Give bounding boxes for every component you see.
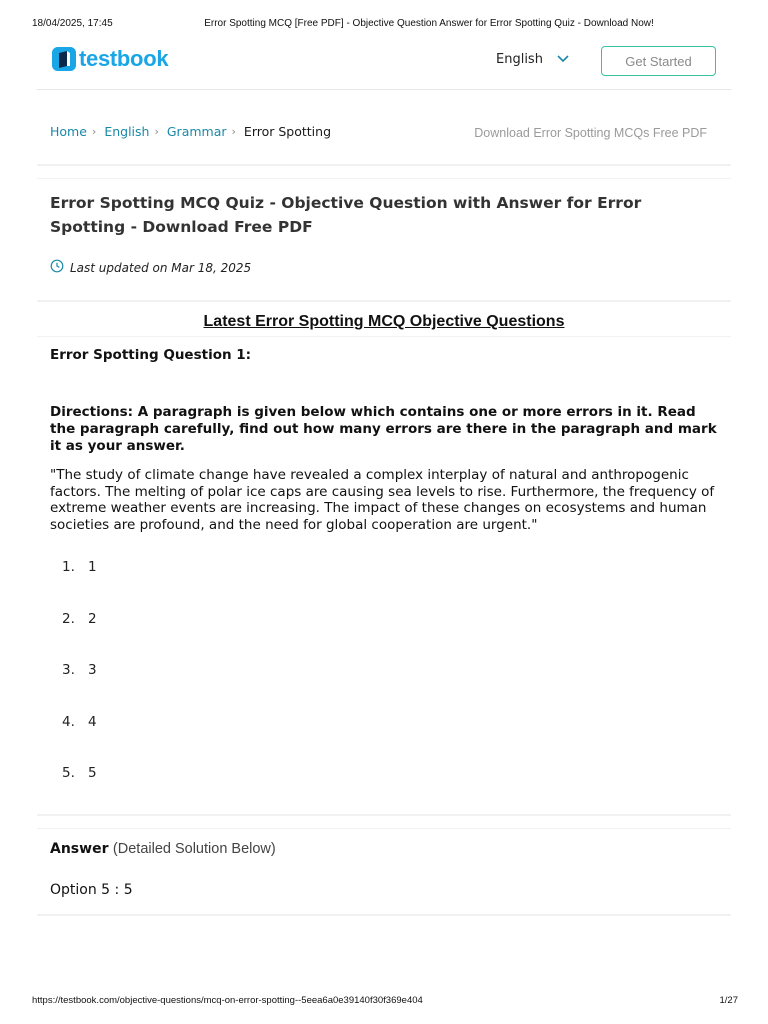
- detailed-solution-link[interactable]: (Detailed Solution Below): [112, 841, 276, 857]
- answer-line: [50, 841, 276, 857]
- option-text: 3: [88, 662, 97, 678]
- print-page-number: 1/27: [719, 995, 738, 1006]
- option-item[interactable]: [62, 559, 97, 611]
- answer-option: Option 5 : 5: [50, 882, 133, 898]
- last-updated-text: Last updated on Mar 18, 2025: [70, 260, 252, 275]
- chevron-right-icon: ›: [231, 125, 236, 138]
- answer-card: [37, 828, 731, 916]
- option-text: 2: [88, 610, 97, 627]
- download-pdf-link[interactable]: Download Error Spotting MCQs Free PDF: [474, 126, 707, 140]
- chevron-right-icon: ›: [91, 125, 97, 138]
- page-title: Error Spotting MCQ Quiz - Objective Question with Answer for Error Spotting - Download Free PDF: [50, 194, 642, 236]
- logo-text: testbook: [79, 46, 169, 71]
- option-item[interactable]: [62, 611, 97, 663]
- title-card: [37, 178, 731, 302]
- testbook-logo[interactable]: [52, 46, 168, 72]
- breadcrumb: [50, 124, 331, 139]
- print-datetime: 18/04/2025, 17:45: [32, 18, 113, 29]
- last-updated: [50, 259, 251, 276]
- clock-icon: [50, 259, 64, 276]
- language-label: English: [496, 52, 543, 67]
- breadcrumb-bar: [37, 112, 731, 166]
- option-number: 4.: [62, 713, 75, 730]
- section-heading: Latest Error Spotting MCQ Objective Questions: [203, 313, 565, 330]
- question-directions: Directions: A paragraph is given below which contains one or more errors in it. Read the paragraph carefully, find out how many errors are there in the paragraph and mark it as your answer.: [50, 404, 717, 454]
- site-header: [37, 44, 731, 90]
- option-item[interactable]: [62, 714, 97, 766]
- options-list: [62, 559, 97, 817]
- language-selector[interactable]: [496, 52, 569, 67]
- question-passage: "The study of climate change have revealed a complex interplay of natural and anthropogenic factors. The melting of polar ice caps are causing sea levels to rise. Furthermore, the frequency of extreme weather events are increasing. The impact of these changes on ecosystems and human societies are profound, and the need for global cooperation are urgent.": [50, 467, 715, 533]
- breadcrumb-grammar[interactable]: Grammar: [166, 124, 227, 139]
- get-started-button[interactable]: Get Started: [601, 46, 716, 76]
- breadcrumb-home[interactable]: Home: [50, 124, 87, 139]
- chevron-right-icon: ›: [154, 125, 159, 138]
- chevron-down-icon: [557, 52, 569, 67]
- option-number: 2.: [62, 610, 75, 627]
- option-text: 5: [88, 765, 97, 781]
- breadcrumb-english[interactable]: English: [104, 124, 150, 139]
- question-label: Error Spotting Question 1:: [50, 347, 252, 363]
- option-item[interactable]: [62, 662, 97, 714]
- answer-label: Answer: [50, 841, 109, 857]
- testbook-logo-icon: [52, 47, 76, 71]
- print-header: [32, 18, 736, 30]
- print-footer: [32, 995, 738, 1007]
- question-card: [37, 336, 731, 816]
- print-url: https://testbook.com/objective-questions/mcq-on-error-spotting--5eea6a0e39140f30f369e404: [32, 995, 423, 1006]
- option-number: 1.: [62, 559, 75, 575]
- option-text: 1: [88, 559, 97, 575]
- option-number: 3.: [62, 662, 75, 678]
- breadcrumb-current: Error Spotting: [243, 124, 332, 139]
- option-text: 4: [88, 713, 97, 730]
- print-page-title: Error Spotting MCQ [Free PDF] - Objective Question Answer for Error Spotting Quiz - Download Now!: [204, 18, 654, 29]
- option-item[interactable]: [62, 765, 97, 817]
- option-number: 5.: [62, 765, 75, 781]
